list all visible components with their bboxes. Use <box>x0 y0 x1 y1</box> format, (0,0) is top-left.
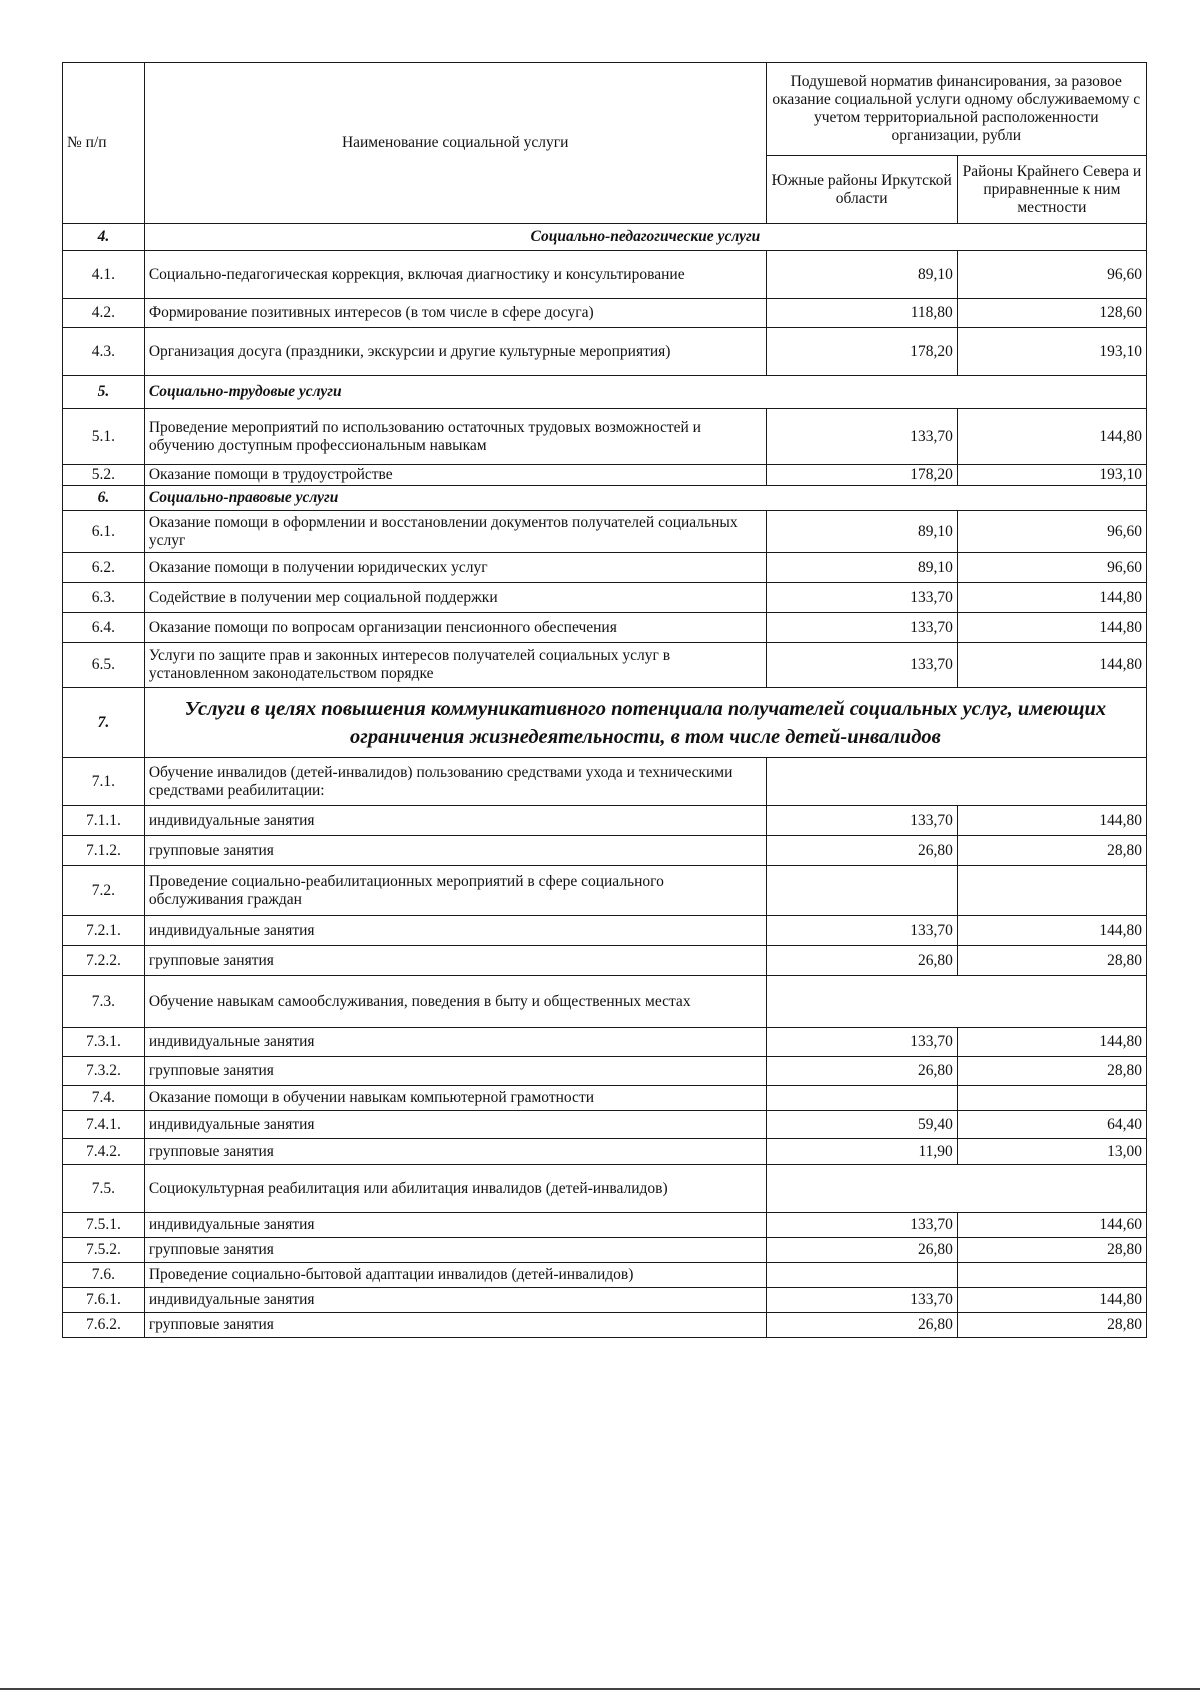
value-south: 133,70 <box>766 583 957 613</box>
row-number: 5.2. <box>63 465 145 486</box>
value-north: 96,60 <box>957 511 1146 553</box>
value-south: 118,80 <box>766 299 957 328</box>
value-south: 26,80 <box>766 1238 957 1263</box>
table-row <box>63 1313 1147 1338</box>
table-row <box>63 946 1147 976</box>
table-row <box>63 1057 1147 1086</box>
value-empty <box>766 976 1146 1028</box>
row-number: 7.6.1. <box>63 1288 145 1313</box>
table-row <box>63 299 1147 328</box>
service-name: групповые занятия <box>144 1139 766 1165</box>
table-row <box>63 916 1147 946</box>
service-name: Услуги по защите прав и законных интересов получателей социальных услуг в установленном законодательством порядке <box>144 643 766 688</box>
value-south: 89,10 <box>766 553 957 583</box>
service-name: групповые занятия <box>144 836 766 866</box>
row-number: 7.6. <box>63 1263 145 1288</box>
service-name: групповые занятия <box>144 946 766 976</box>
value-south: 133,70 <box>766 409 957 465</box>
value-north: 28,80 <box>957 1057 1146 1086</box>
value-south: 26,80 <box>766 836 957 866</box>
service-name: Обучение инвалидов (детей-инвалидов) пользованию средствами ухода и техническими средствами реабилитации: <box>144 758 766 806</box>
table-row <box>63 758 1147 806</box>
row-number: 6.5. <box>63 643 145 688</box>
row-number: 7.4.2. <box>63 1139 145 1165</box>
row-number: 7.3.2. <box>63 1057 145 1086</box>
section-title: Социально-трудовые услуги <box>144 376 1146 409</box>
value-north: 144,80 <box>957 409 1146 465</box>
section-number: 7. <box>63 688 145 758</box>
service-name: Оказание помощи в получении юридических услуг <box>144 553 766 583</box>
row-number: 7.4. <box>63 1086 145 1111</box>
section-row <box>63 224 1147 251</box>
section-row <box>63 486 1147 511</box>
value-south: 89,10 <box>766 511 957 553</box>
value-south: 178,20 <box>766 328 957 376</box>
table-row <box>63 511 1147 553</box>
table-row <box>63 1139 1147 1165</box>
section-title: Услуги в целях повышения коммуникативного потенциала получателей социальных услуг, имеющих ограничения жизнедеятельности, в том числе детей-инвалидов <box>144 688 1146 758</box>
value-south: 133,70 <box>766 1213 957 1238</box>
table-row <box>63 866 1147 916</box>
value-south: 11,90 <box>766 1139 957 1165</box>
value-north: 96,60 <box>957 553 1146 583</box>
value-north: 144,80 <box>957 1028 1146 1057</box>
service-name: индивидуальные занятия <box>144 1111 766 1139</box>
value-south: 133,70 <box>766 1028 957 1057</box>
table-row <box>63 251 1147 299</box>
value-south <box>766 866 957 916</box>
service-name: Организация досуга (праздники, экскурсии и другие культурные мероприятия) <box>144 328 766 376</box>
table-row <box>63 836 1147 866</box>
value-north: 144,80 <box>957 806 1146 836</box>
service-name: Проведение мероприятий по использованию остаточных трудовых возможностей и обучению доступным профессиональным навыкам <box>144 409 766 465</box>
row-number: 6.4. <box>63 613 145 643</box>
value-north <box>957 1086 1146 1111</box>
value-north <box>957 866 1146 916</box>
row-number: 7.1.1. <box>63 806 145 836</box>
header-col-norm: Подушевой норматив финансирования, за разовое оказание социальной услуги одному обслуживаемому с учетом территориальной расположенности организации, рубли <box>766 63 1146 156</box>
value-south: 133,70 <box>766 613 957 643</box>
table-row <box>63 1165 1147 1213</box>
header-col-name: Наименование социальной услуги <box>144 63 766 224</box>
section-number: 4. <box>63 224 145 251</box>
section-number: 5. <box>63 376 145 409</box>
row-number: 7.3.1. <box>63 1028 145 1057</box>
value-south <box>766 1086 957 1111</box>
value-south: 26,80 <box>766 946 957 976</box>
service-name: Социально-педагогическая коррекция, включая диагностику и консультирование <box>144 251 766 299</box>
value-north: 64,40 <box>957 1111 1146 1139</box>
value-empty <box>766 1165 1146 1213</box>
row-number: 5.1. <box>63 409 145 465</box>
value-north: 28,80 <box>957 836 1146 866</box>
service-name: Проведение социально-бытовой адаптации инвалидов (детей-инвалидов) <box>144 1263 766 1288</box>
table-row <box>63 409 1147 465</box>
value-south: 133,70 <box>766 916 957 946</box>
value-south <box>766 1263 957 1288</box>
row-number: 4.1. <box>63 251 145 299</box>
section-title: Социально-правовые услуги <box>144 486 1146 511</box>
table-row <box>63 328 1147 376</box>
value-north: 144,80 <box>957 613 1146 643</box>
row-number: 7.2. <box>63 866 145 916</box>
header-col-north: Районы Крайнего Севера и приравненные к ним местности <box>957 156 1146 224</box>
section-row <box>63 376 1147 409</box>
service-name: Формирование позитивных интересов (в том числе в сфере досуга) <box>144 299 766 328</box>
header-col-south: Южные районы Иркутской области <box>766 156 957 224</box>
row-number: 7.5. <box>63 1165 145 1213</box>
service-name: индивидуальные занятия <box>144 1213 766 1238</box>
header-col-num: № п/п <box>63 63 145 224</box>
value-north: 144,80 <box>957 1288 1146 1313</box>
row-number: 7.6.2. <box>63 1313 145 1338</box>
value-north: 144,80 <box>957 583 1146 613</box>
value-north: 144,80 <box>957 916 1146 946</box>
table-row <box>63 583 1147 613</box>
value-south: 133,70 <box>766 643 957 688</box>
section-title: Социально-педагогические услуги <box>144 224 1146 251</box>
row-number: 6.2. <box>63 553 145 583</box>
value-south: 59,40 <box>766 1111 957 1139</box>
header-row <box>63 63 1147 156</box>
value-south: 89,10 <box>766 251 957 299</box>
table-row <box>63 1028 1147 1057</box>
table-row <box>63 613 1147 643</box>
value-north: 193,10 <box>957 465 1146 486</box>
service-name: Социокультурная реабилитация или абилитация инвалидов (детей-инвалидов) <box>144 1165 766 1213</box>
value-south: 26,80 <box>766 1313 957 1338</box>
value-north: 193,10 <box>957 328 1146 376</box>
table-row <box>63 1111 1147 1139</box>
service-name: Проведение социально-реабилитационных мероприятий в сфере социального обслуживания граждан <box>144 866 766 916</box>
table-row <box>63 976 1147 1028</box>
service-name: индивидуальные занятия <box>144 1028 766 1057</box>
tariff-table <box>62 62 1147 1338</box>
service-name: Обучение навыкам самообслуживания, поведения в быту и общественных местах <box>144 976 766 1028</box>
section-row <box>63 688 1147 758</box>
row-number: 4.2. <box>63 299 145 328</box>
row-number: 7.5.1. <box>63 1213 145 1238</box>
row-number: 4.3. <box>63 328 145 376</box>
service-name: индивидуальные занятия <box>144 806 766 836</box>
value-empty <box>766 758 1146 806</box>
table-row <box>63 1263 1147 1288</box>
table-row <box>63 465 1147 486</box>
service-name: Оказание помощи в трудоустройстве <box>144 465 766 486</box>
value-south: 26,80 <box>766 1057 957 1086</box>
value-south: 133,70 <box>766 806 957 836</box>
row-number: 7.2.2. <box>63 946 145 976</box>
service-name: групповые занятия <box>144 1238 766 1263</box>
row-number: 7.4.1. <box>63 1111 145 1139</box>
value-north: 128,60 <box>957 299 1146 328</box>
scan-edge-divider <box>0 1688 1200 1690</box>
row-number: 6.3. <box>63 583 145 613</box>
row-number: 7.1. <box>63 758 145 806</box>
value-south: 133,70 <box>766 1288 957 1313</box>
service-name: Оказание помощи по вопросам организации пенсионного обеспечения <box>144 613 766 643</box>
service-name: индивидуальные занятия <box>144 916 766 946</box>
value-north: 28,80 <box>957 1313 1146 1338</box>
table-row <box>63 1288 1147 1313</box>
table-row <box>63 806 1147 836</box>
service-name: групповые занятия <box>144 1057 766 1086</box>
service-name: индивидуальные занятия <box>144 1288 766 1313</box>
row-number: 7.5.2. <box>63 1238 145 1263</box>
value-north: 96,60 <box>957 251 1146 299</box>
table-row <box>63 1238 1147 1263</box>
value-north: 13,00 <box>957 1139 1146 1165</box>
value-north: 144,80 <box>957 643 1146 688</box>
table-row <box>63 553 1147 583</box>
value-north <box>957 1263 1146 1288</box>
section-number: 6. <box>63 486 145 511</box>
service-name: Оказание помощи в обучении навыкам компьютерной грамотности <box>144 1086 766 1111</box>
row-number: 6.1. <box>63 511 145 553</box>
value-north: 28,80 <box>957 1238 1146 1263</box>
service-name: Содействие в получении мер социальной поддержки <box>144 583 766 613</box>
service-name: Оказание помощи в оформлении и восстановлении документов получателей социальных услуг <box>144 511 766 553</box>
value-north: 144,60 <box>957 1213 1146 1238</box>
table-row <box>63 643 1147 688</box>
row-number: 7.2.1. <box>63 916 145 946</box>
row-number: 7.3. <box>63 976 145 1028</box>
table-row <box>63 1213 1147 1238</box>
value-south: 178,20 <box>766 465 957 486</box>
service-name: групповые занятия <box>144 1313 766 1338</box>
table-row <box>63 1086 1147 1111</box>
value-north: 28,80 <box>957 946 1146 976</box>
row-number: 7.1.2. <box>63 836 145 866</box>
